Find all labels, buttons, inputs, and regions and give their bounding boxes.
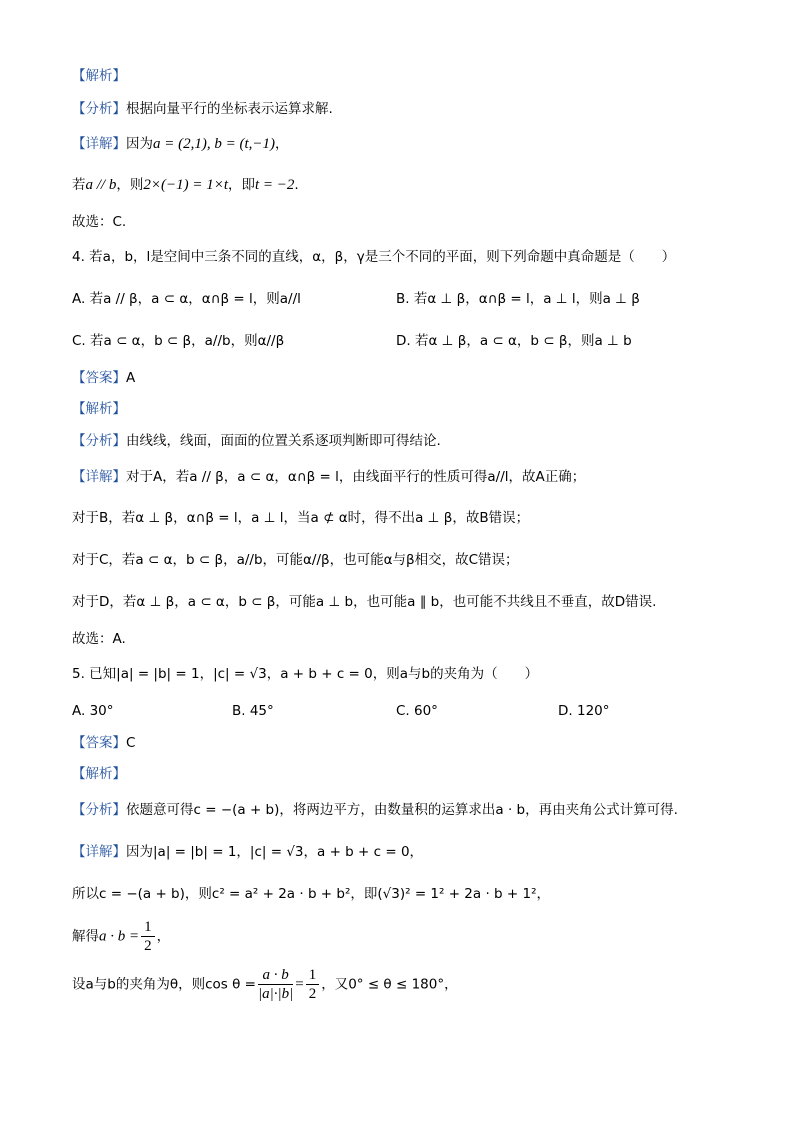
fraction-one-half: $\frac{1}{2}$ — [141, 918, 155, 955]
detail-4-a: 【详解】对于A，若a // β，a ⊂ α，α∩β = l，由线面平行的性质可得a//l，故A正确； — [72, 469, 586, 485]
choice-line: 故选：C. — [72, 214, 127, 230]
detail-4-d: 对于D，若α ⊥ β，a ⊂ α，b ⊂ β，可能a ⊥ b，也可能a ∥ b，也可能不共线且不垂直，故D错误. — [72, 594, 657, 610]
question-4-stem: 4. 若a，b，l是空间中三条不同的直线，α，β，γ是三个不同的平面，则下列命题中真命题是（ ） — [72, 249, 676, 265]
analysis-5: 【分析】依题意可得c = −(a + b)，将两边平方，由数量积的运算求出a · b，再由夹角公式计算可得. — [72, 802, 678, 818]
choice-4: 故选：A. — [72, 631, 126, 647]
fraction-one-half-2: $\frac{1}{2}$ — [306, 966, 320, 1003]
detail-5: 【详解】因为|a| = |b| = 1，|c| = √3，a + b + c = 0， — [72, 844, 424, 860]
detail-4-c: 对于C，若a ⊂ α，b ⊂ β，a//b，可能α//β，也可能α与β相交，故C错误； — [72, 552, 519, 568]
analysis-5-label: 【解析】 — [72, 766, 126, 782]
question-5-stem: 5. 已知|a| = |b| = 1，|c| = √3，a + b + c = 0，则a与b的夹角为（ ） — [72, 666, 539, 682]
analysis-label: 【解析】 — [72, 68, 126, 84]
detail-line: 【详解】因为a = (2,1), b = (t,−1)， — [72, 136, 289, 152]
question-4-option-d: D. 若α ⊥ β，a ⊂ α，b ⊂ β，则a ⊥ b — [396, 333, 632, 349]
answer-5: 【答案】C — [72, 735, 136, 751]
parallel-condition-line: 若a // b，则2×(−1) = 1×t，即t = −2. — [72, 177, 299, 193]
question-4-option-b: B. 若α ⊥ β，α∩β = l，a ⊥ l，则a ⊥ β — [396, 291, 640, 307]
detail-5-solve: 解得a · b = $\frac{1}{2}$ ， — [72, 919, 171, 954]
analysis-4-label: 【解析】 — [72, 401, 126, 417]
detail-4-b: 对于B，若α ⊥ β，α∩β = l，a ⊥ l，当a ⊄ α时，得不出a ⊥ β，故B错误； — [72, 510, 530, 526]
analysis-4: 【分析】由线线，线面，面面的位置关系逐项判断即可得结论. — [72, 433, 441, 449]
answer-4: 【答案】A — [72, 370, 136, 386]
question-5-option-a: A. 30° — [72, 703, 114, 719]
question-5-option-b: B. 45° — [232, 703, 274, 719]
question-4-option-c: C. 若a ⊂ α，b ⊂ β，a//b，则α//β — [72, 333, 285, 349]
detail-5-square: 所以c = −(a + b)，则c² = a² + 2a · b + b²，即(√3)² = 1² + 2a · b + 1²， — [72, 886, 551, 902]
question-4-option-a: A. 若a // β，a ⊂ α，α∩β = l，则a//l — [72, 291, 301, 307]
cosine-fraction: $\frac{a \cdot b}{|a|\cdot|b|}$ — [257, 967, 294, 1002]
detail-5-angle: 设a与b的夹角为θ，则cos θ = $\frac{a \cdot b}{|a|\cdot|b|}$ = $\frac{1}{2}$ ，又0° ≤ θ ≤ 180°， — [72, 967, 458, 1002]
analysis-line: 【分析】根据向量平行的坐标表示运算求解. — [72, 101, 333, 117]
question-5-option-c: C. 60° — [396, 703, 438, 719]
question-5-option-d: D. 120° — [558, 703, 610, 719]
